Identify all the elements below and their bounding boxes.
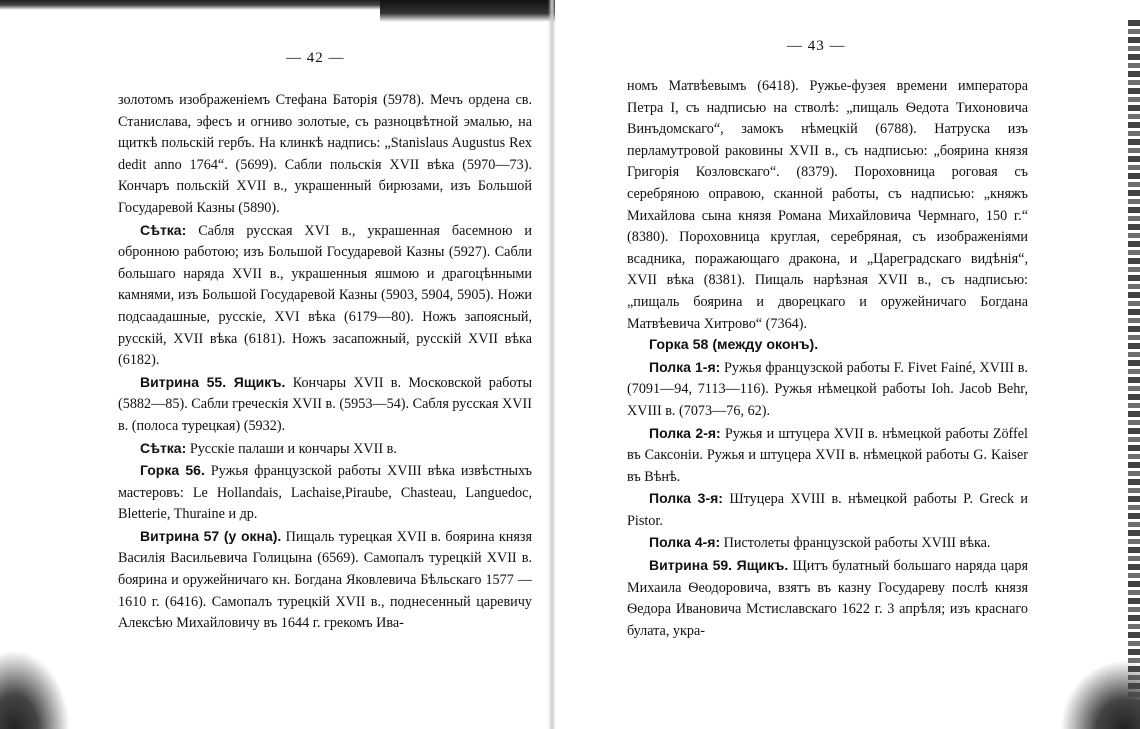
paragraph-text: Ружья французской работы XVIII вѣка извѣстныхъ мастеровъ: Le Hollandais, Lachaise,Piraube, Chasteau, Languedoc, Bletterie, Thuraine и др. [118, 463, 532, 523]
section-heading: Витрина 57 (у окна). [140, 527, 282, 544]
paragraph-text: Русскіе палаши и кончары XVII в. [186, 440, 397, 457]
book-gutter [548, 0, 556, 729]
thumb-shadow-left [0, 650, 70, 729]
paragraph [627, 357, 1028, 423]
page-text [118, 90, 532, 635]
paragraph [627, 532, 1028, 555]
page-number: — 43 — [787, 38, 846, 54]
section-heading: Сѣтка: [140, 221, 187, 238]
paragraph [118, 220, 532, 372]
paragraph-text: Ружья французской работы F. Fivet Fainé, XVIII в. (7091—94, 7113—116). Ружья нѣмецкой работы Ioh. Jacob Behr, XVIII в. (7073—76, 62). [627, 359, 1028, 419]
paragraph: золотомъ изображеніемъ Стефана Баторія (5978). Мечъ ордена св. Станислава, эфесъ и огниво золотые, съ разноцвѣтной эмалью, на щиткѣ польскій гербъ. На клинкѣ надпись: „Stanislaus Augustus Rex dedit anno 1764“. (5699). Сабли польскія XVII вѣка (5970—73). Кончаръ польскій XVII в., украшенный бирюзами, изъ Большой Государевой Казны (5890). [118, 92, 532, 216]
paragraph-text: Штуцера XVIII в. нѣмецкой работы P. Greck и Pistor. [627, 491, 1029, 529]
paragraph [627, 488, 1028, 532]
section-heading: Полка 4-я: [649, 534, 721, 551]
scan-edge-shadow [380, 0, 555, 22]
paragraph: номъ Матвѣевымъ (6418). Ружье-фузея времени императора Петра I, съ надписью на стволѣ: „пищаль Ѳедота Тихоновича Винъдомскаго“, замокъ нѣмецкій (6788). Натруска изъ перламутровой раковины XVII в., съ надписью: „боярина князя Григорія Козловскаго“. (8379). Пороховница роговая съ серебряною оправою, сканной работы, съ надписью: „княжъ Михайлова сына князя Романа Михайловича Чермнаго, 150 г.“ (8380). Пороховница круглая, серебряная, съ изображеніями всадника, поражающаго дракона, и „Цареградскаго видѣнія“, XVII вѣка (8381). Пищаль нарѣзная XVII в., съ надписью: „пищаль боярина и дворецкаго и оружейничаго Богдана Матвѣевича Хитрово“ (7364). [627, 78, 1028, 332]
section-heading: Полка 1-я: [649, 358, 721, 375]
paragraph [118, 526, 532, 635]
page-number: — 42 — [286, 50, 345, 66]
section-heading: Витрина 55. Ящикъ. [140, 373, 286, 390]
paragraph [627, 555, 1028, 642]
section-title: Горка 58 (между оконъ). [649, 337, 819, 354]
paragraph [118, 460, 532, 526]
page-text [627, 76, 1028, 642]
thumb-shadow-right [1060, 660, 1140, 729]
paragraph [118, 438, 532, 461]
paragraph-text: Ружья и штуцера XVII в. нѣмецкой работы Zöffel въ Саксоніи. Ружья и штуцера XVII в. нѣмецкой работы G. Kaiser въ Вѣнѣ. [627, 425, 1028, 485]
section-heading: Горка 56. [140, 462, 205, 479]
section-heading: Сѣтка: [140, 439, 187, 456]
section-heading: Витрина 59. Ящикъ. [649, 557, 789, 574]
paragraph [627, 423, 1028, 489]
scan-edge-right [1128, 20, 1140, 720]
paragraph-text: Пищаль турецкая XVII в. боярина князя Василія Васильевича Голицына (6569). Самопалъ турецкій XVII в. боярина и оружейничаго кн. Богдана Яковлевича Бѣльскаго 1577 — 1610 г. (6416). Самопалъ турецкій XVII в., поднесенный царевичу Алексѣю Михайловичу въ 1644 г. грекомъ Ива- [118, 528, 533, 632]
paragraph-text: Пистолеты французской работы XVIII вѣка. [720, 535, 991, 552]
section-heading: Полка 2-я: [649, 424, 721, 441]
paragraph-text: Сабля русская XVI в., украшенная басемною и обронною работою; изъ Большой Государевой Казны (5927). Сабли большаго наряда XVII в., украшенныя яшмою и драгоцѣнными камнями, изъ Большой Государевой Казны (5903, 5904, 5905). Ножи подсаадашные, русскіе, XVI вѣка (6179—80). Ножъ запоясный, русскій, XVII вѣка (6181). Ножъ засапожный, русскій XVII вѣка (6182). [118, 222, 532, 369]
section-heading: Полка 3-я: [649, 490, 723, 507]
paragraph-text: Щитъ булатный большаго наряда царя Михаила Ѳеодоровича, взятъ въ казну Государеву послѣ князя Ѳедора Ивановича Мстиславскаго 1622 г. 3 апрѣля; изъ краснаго булата, укра- [627, 558, 1028, 639]
paragraph [118, 372, 532, 438]
paragraph-text: Кончары XVII в. Московской работы (5882—85). Сабли греческія XVII в. (5953—54). Сабля русская XVII в. (полоса турецкая) (5932). [118, 374, 532, 434]
